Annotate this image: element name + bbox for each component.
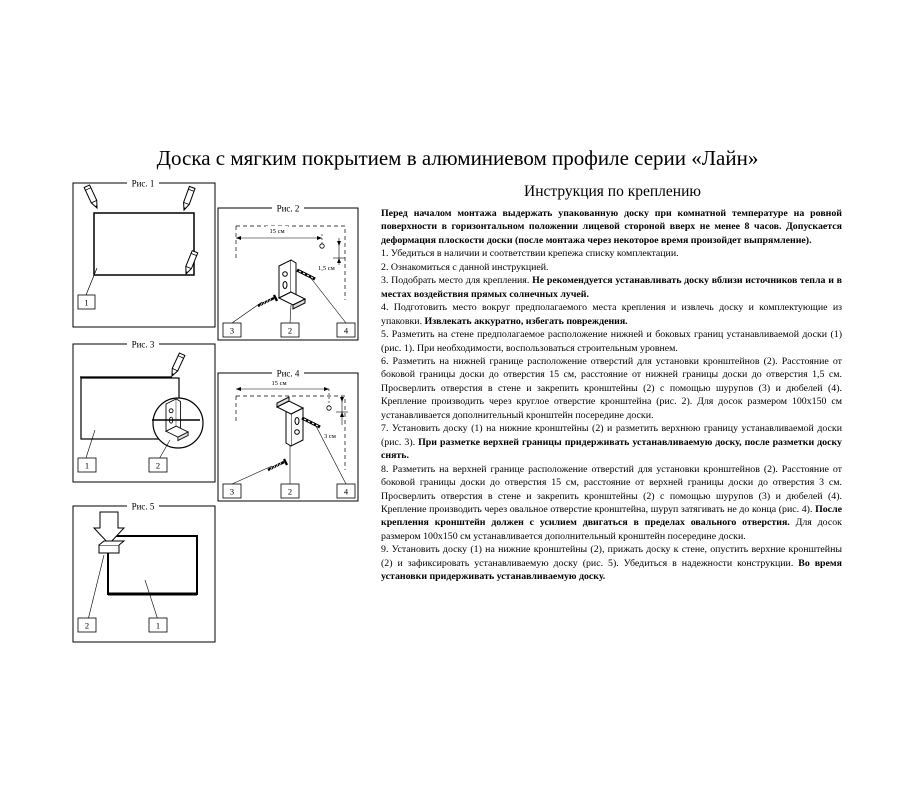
dimension-label: 1,5 см — [318, 265, 335, 272]
figure-1-label: Рис. 1 — [131, 178, 155, 189]
figure-2-label: Рис. 2 — [276, 203, 300, 214]
dimension-label: 15 см — [269, 228, 285, 235]
step-7-bold: При разметке верхней границы придерживать устанавливаемую доску, после разметки доску снять. — [381, 436, 842, 462]
callout-number: 4 — [343, 486, 349, 497]
step-8-after: Для досок размером 100х150 см устанавливается дополнительный кронштейн посередине доски. — [381, 517, 842, 542]
figure-3-label: Рис. 3 — [131, 339, 155, 350]
hole-mark — [327, 406, 331, 410]
pencil-icon — [84, 185, 100, 209]
bracket-icon — [277, 397, 303, 446]
callout-number: 3 — [229, 325, 235, 336]
pencil-icon — [169, 353, 185, 377]
step-2-text: 2. Ознакомиться с данной инструкцией. — [381, 261, 549, 273]
callout-number: 3 — [229, 486, 235, 497]
figure-5-board — [108, 536, 197, 594]
step-8-text: 8. Разметить на верхней границе расположение отверстий для установки кронштейнов (2). Расстояние от боковой границы доски до отверстия 15 см, расстояние от верхней границы доски до отверстия 3 см. Просверлить отверстия в стене и закрепить кронштейны (2) с помощью шурупов (3) и дюбелей (4). Крепление производить через овальное отверстие кронштейна, шуруп затягивать не до конца (рис. 4). — [381, 463, 842, 515]
callout-number: 1 — [84, 460, 90, 471]
arrow-down-icon — [94, 512, 124, 544]
step-4-text: 4. Подготовить место вокруг предполагаемого места крепления и извлечь доску и комплектующие из упаковки. — [381, 302, 842, 327]
callout-number: 2 — [287, 325, 293, 336]
step-1-text: 1. Убедиться в наличии и соответствии крепежа списку комплектации. — [381, 248, 679, 260]
figure-4-label: Рис. 4 — [276, 368, 300, 379]
step-9-bold: Во время установки придерживать устанавливаемую доску. — [381, 557, 842, 583]
intro-bold: Перед началом монтажа выдержать упакованную доску при комнатной температуре на ровной поверхности в горизонтальном положении лицевой стороной вверх не менее 8 часов. Допускается деформация плоскости доски (после монтажа через некоторое время произойдет выпрямление). — [381, 208, 842, 246]
figure-5 — [73, 502, 215, 643]
page-title: Доска с мягким покрытием в алюминиевом профиле серии «Лайн» — [156, 146, 759, 170]
step-7-text: 7. Установить доску (1) на нижние кронштейны (2) и разметить верхнюю границу устанавливаемой доски (рис. 3). — [381, 423, 842, 448]
figure-3 — [73, 340, 215, 483]
callout-number: 2 — [287, 486, 293, 497]
step-9-text: 9. Установить доску (1) на нижние кронштейны (2), прижать доску к стене, опустить верхние кронштейны (2) и зафиксировать устанавливаемую доску (рис. 5). Убедиться в надежности конструкции. — [381, 544, 842, 569]
figure-4 — [218, 369, 358, 502]
screw-icon — [268, 459, 287, 471]
callout-number: 2 — [84, 620, 90, 631]
dowel-icon — [302, 418, 320, 427]
callout-number: 4 — [343, 325, 349, 336]
step-4-bold: Извлекать аккуратно, избегать повреждения. — [424, 315, 628, 327]
dowel-icon — [297, 270, 315, 279]
instructions-subtitle: Инструкция по креплению — [524, 183, 701, 200]
figure-5-label: Рис. 5 — [131, 501, 155, 512]
figure-1-board-outline — [94, 213, 194, 275]
callout-number: 1 — [84, 297, 89, 308]
step-5-text: 5. Разметить на стене предполагаемое расположение нижней и боковых границ устанавливаемой доски (1) (рис. 1). При необходимости, воспользоваться строительным уровнем. — [381, 329, 842, 354]
hole-mark — [320, 244, 324, 248]
figure-1 — [73, 179, 215, 328]
leader-line — [86, 268, 97, 295]
step-8-bold: После крепления кронштейн должен с усилием двигаться в пределах овального отверстия. — [381, 503, 842, 529]
callout-number: 2 — [155, 460, 161, 471]
callout-number: 1 — [155, 620, 161, 631]
bracket-icon — [279, 260, 305, 309]
dimension-label: 15 см — [271, 380, 287, 387]
step-3-text: 3. Подобрать место для крепления. — [381, 275, 533, 287]
pencil-icon — [181, 186, 195, 211]
dimension-label: 3 см — [324, 433, 336, 440]
figure-2 — [218, 204, 358, 341]
step-6-text: 6. Разметить на нижней границе расположение отверстий для установки кронштейнов (2). Расстояние от боковой границы доски до отверстия 15 см, расстояние от нижней границы доски до отверстия 1,5 см. Просверлить отверстия в стене и закрепить кронштейны (2) с помощью шурупов (3) и дюбелей (4). Крепление производить через круглое отверстие кронштейна (рис. 2). Для досок размером 100х150 см устанавливается дополнительный кронштейн посередине доски. — [381, 355, 842, 421]
step-3-bold: Не рекомендуется устанавливать доску вблизи источников тепла и в местах воздействия прямых солнечных лучей. — [381, 275, 843, 300]
bracket-icon — [99, 545, 119, 553]
pencil-icon — [183, 251, 198, 276]
screw-icon — [258, 295, 277, 307]
